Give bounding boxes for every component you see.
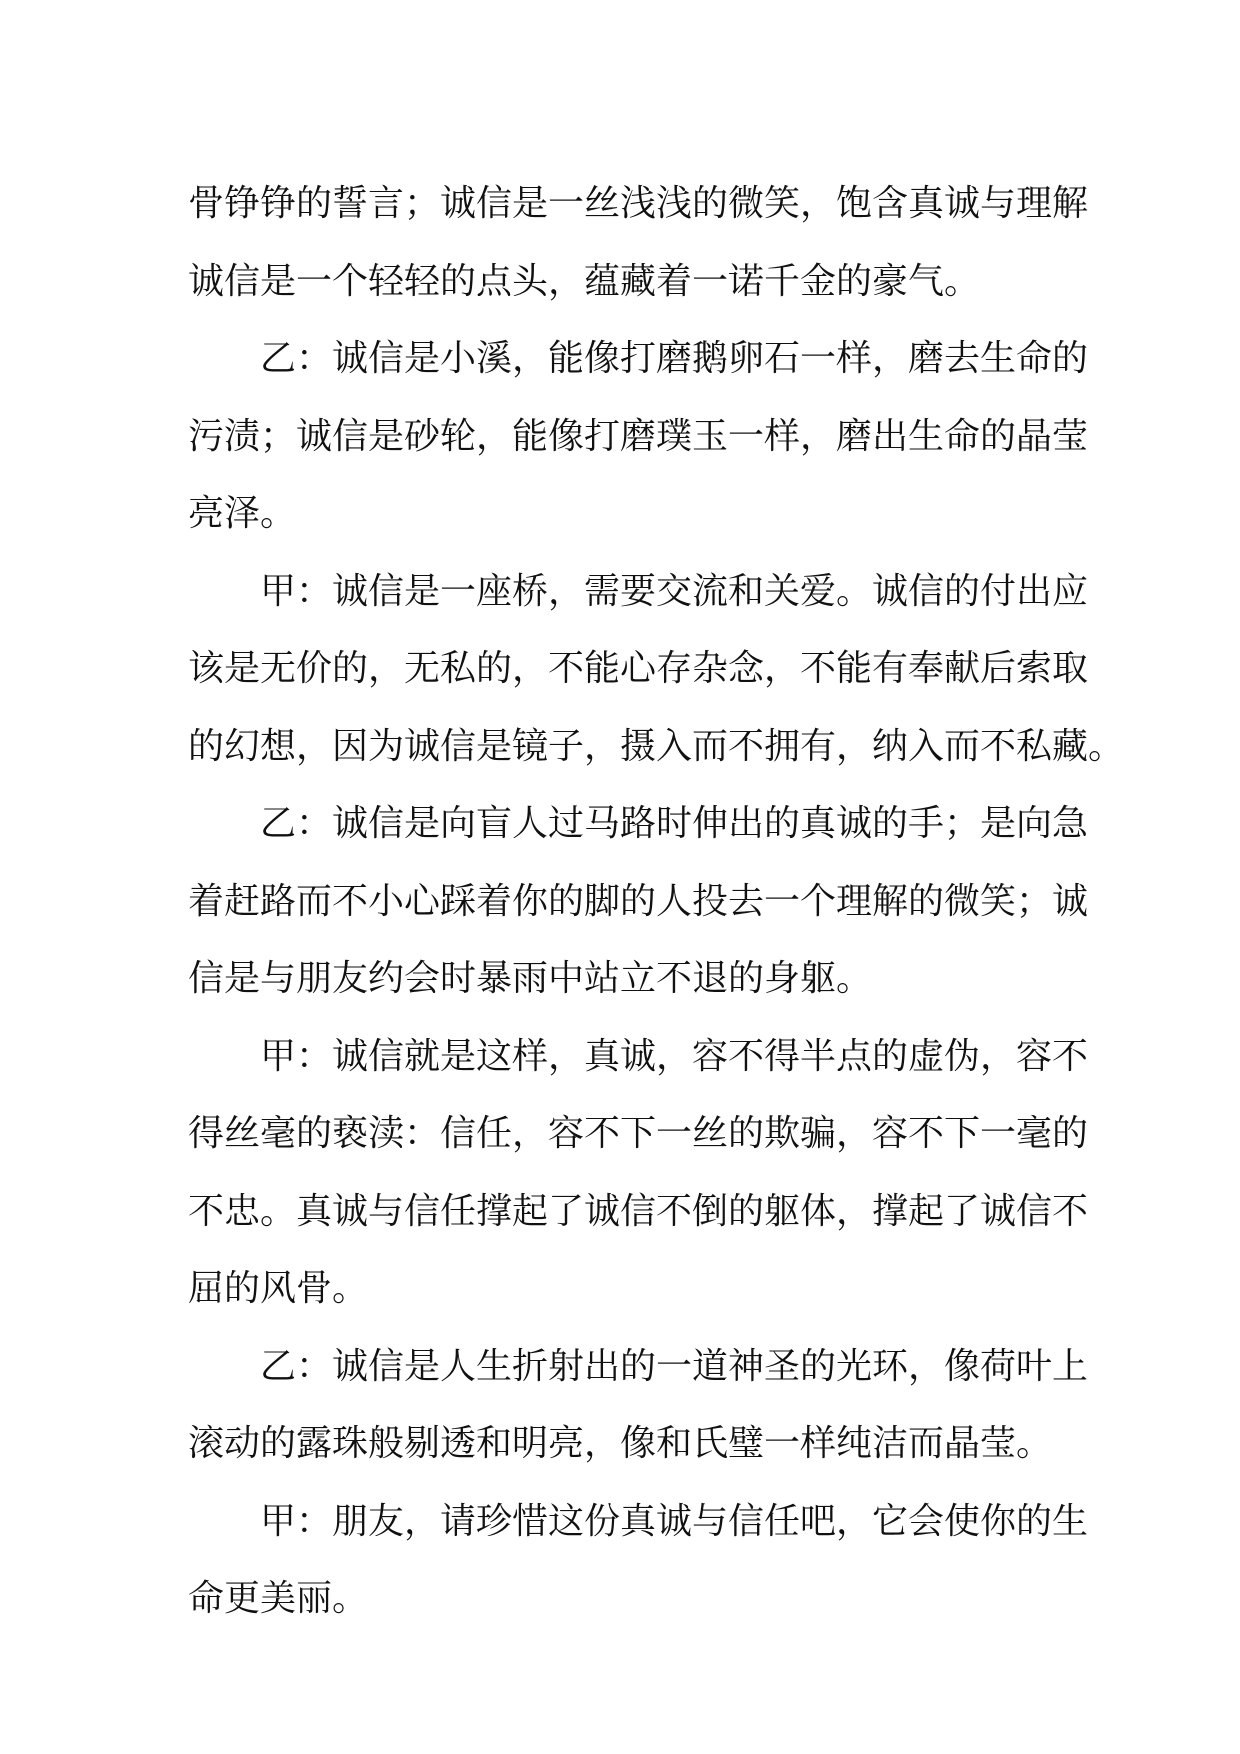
text-line: 信是与朋友约会时暴雨中站立不退的身躯。 [188, 958, 873, 999]
text-line: 该是无价的，无私的，不能心存杂念，不能有奉献后索取 [188, 648, 1089, 689]
text-line: 甲：诚信就是这样，真诚，容不得半点的虚伪，容不 [260, 1035, 1089, 1077]
text-line: 诚信是一个轻轻的点头，蕴藏着一诺千金的豪气。 [188, 260, 981, 302]
text-line: 的幻想，因为诚信是镜子，摄入而不拥有，纳入而不私藏。 [188, 725, 1125, 767]
text-line: 乙：诚信是小溪，能像打磨鹅卵石一样，磨去生命的 [260, 338, 1089, 379]
text-line: 亮泽。 [188, 493, 297, 534]
text-line: 骨铮铮的誓言；诚信是一丝浅浅的微笑，饱含真诚与理解 [188, 183, 1089, 224]
text-line: 得丝毫的亵渎：信任，容不下一丝的欺骗，容不下一毫的 [188, 1113, 1089, 1154]
text-line: 不忠。真诚与信任撑起了诚信不倒的躯体，撑起了诚信不 [188, 1190, 1089, 1232]
text-line: 着赶路而不小心踩着你的脚的人投去一个理解的微笑；诚 [188, 880, 1089, 922]
text-line: 屈的风骨。 [188, 1268, 369, 1309]
text-line: 滚动的露珠般剔透和明亮，像和氏璧一样纯洁而晶莹。 [188, 1423, 1053, 1464]
text-line: 污渍；诚信是砂轮，能像打磨璞玉一样，磨出生命的晶莹 [188, 415, 1089, 457]
text-line: 甲：诚信是一座桥，需要交流和关爱。诚信的付出应 [260, 570, 1089, 612]
document-body [188, 165, 1125, 1638]
text-line: 乙：诚信是向盲人过马路时伸出的真诚的手；是向急 [260, 803, 1089, 844]
text-line: 乙：诚信是人生折射出的一道神圣的光环，像荷叶上 [260, 1345, 1089, 1387]
text-line: 甲：朋友，请珍惜这份真诚与信任吧，它会使你的生 [260, 1500, 1089, 1542]
text-line: 命更美丽。 [188, 1578, 369, 1619]
